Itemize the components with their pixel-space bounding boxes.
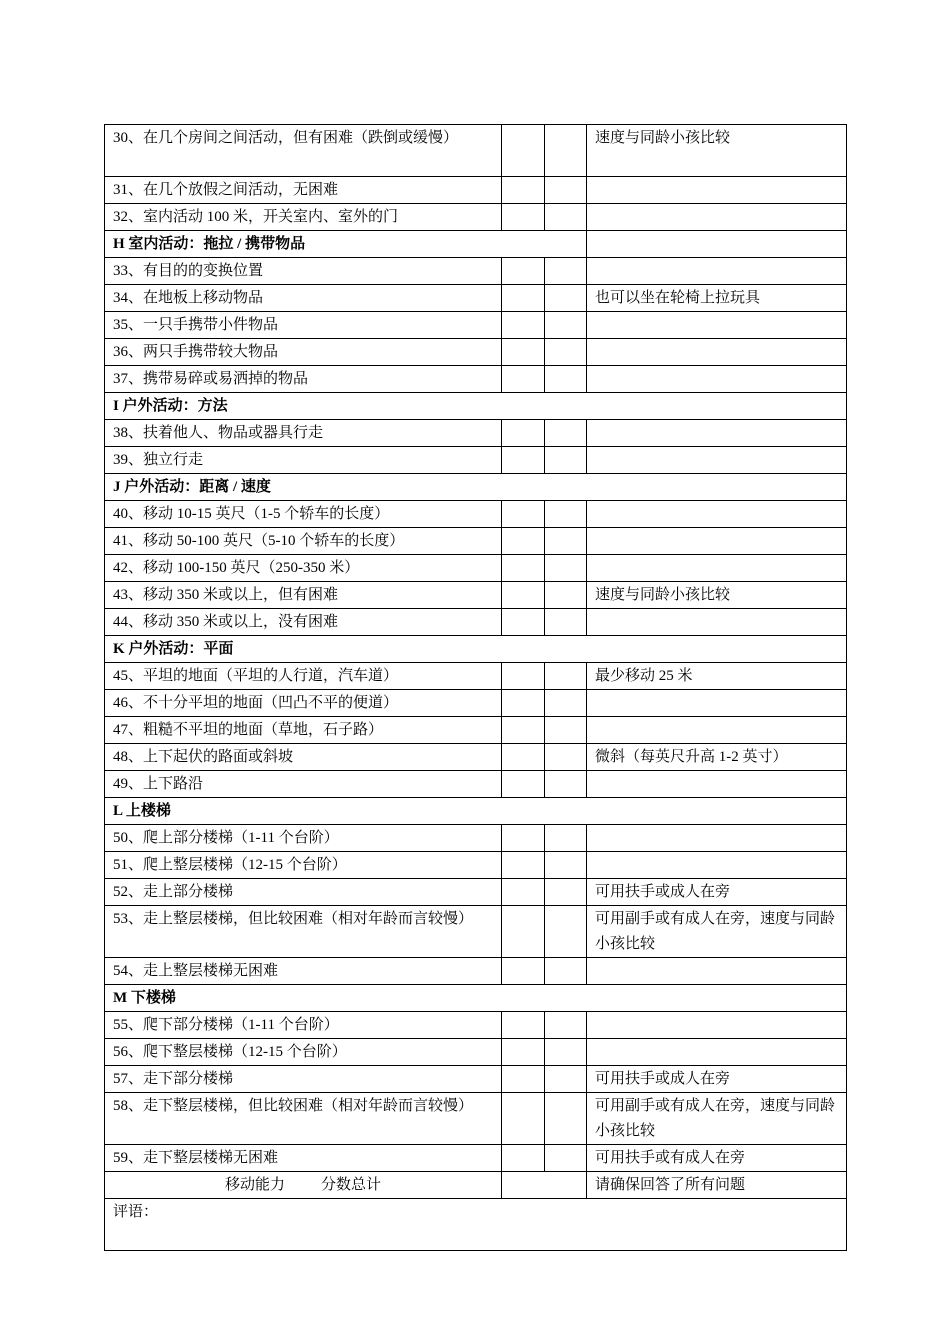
- item-note: [587, 204, 847, 231]
- section-title: J 户外活动：距离 / 速度: [105, 474, 847, 501]
- score-cell-1[interactable]: [502, 366, 545, 393]
- section-row: [105, 231, 847, 258]
- item-text: 57、走下部分楼梯: [105, 1066, 502, 1093]
- item-text: 30、在几个房间之间活动，但有困难（跌倒或缓慢）: [105, 125, 502, 177]
- item-note: [587, 258, 847, 285]
- section-row: [105, 798, 847, 825]
- table-row: [105, 1145, 847, 1172]
- total-row: [105, 1172, 847, 1199]
- score-cell-1[interactable]: [502, 958, 545, 985]
- item-text: 39、独立行走: [105, 447, 502, 474]
- score-cell-2[interactable]: [545, 717, 587, 744]
- item-text: 49、上下路沿: [105, 771, 502, 798]
- score-cell-2[interactable]: [545, 609, 587, 636]
- item-text: 43、移动 350 米或以上，但有困难: [105, 582, 502, 609]
- score-cell-1[interactable]: [502, 125, 545, 177]
- table-row: [105, 958, 847, 985]
- score-cell-2[interactable]: [545, 906, 587, 958]
- total-label-cell: [105, 1172, 502, 1199]
- table-row: [105, 1039, 847, 1066]
- item-text: 46、不十分平坦的地面（凹凸不平的便道）: [105, 690, 502, 717]
- section-title: M 下楼梯: [105, 985, 847, 1012]
- score-cell-1[interactable]: [502, 1093, 545, 1145]
- item-text: 33、有目的的变换位置: [105, 258, 502, 285]
- item-text: 38、扶着他人、物品或器具行走: [105, 420, 502, 447]
- item-note: [587, 339, 847, 366]
- score-cell-1[interactable]: [502, 177, 545, 204]
- item-note: [587, 1012, 847, 1039]
- total-label: 移动能力: [224, 1177, 285, 1193]
- item-text: 44、移动 350 米或以上，没有困难: [105, 609, 502, 636]
- table-row: [105, 852, 847, 879]
- table-row: [105, 582, 847, 609]
- table-row: [105, 420, 847, 447]
- score-cell-2[interactable]: [545, 555, 587, 582]
- section-row: [105, 636, 847, 663]
- score-cell-1[interactable]: [502, 717, 545, 744]
- comment-row: [105, 1199, 847, 1251]
- item-text: 34、在地板上移动物品: [105, 285, 502, 312]
- table-row: [105, 125, 847, 177]
- score-cell-1[interactable]: [502, 555, 545, 582]
- item-note: 也可以坐在轮椅上拉玩具: [587, 285, 847, 312]
- score-cell-1[interactable]: [502, 663, 545, 690]
- score-cell-1[interactable]: [502, 1066, 545, 1093]
- score-cell-2[interactable]: [545, 771, 587, 798]
- score-cell-1[interactable]: [502, 582, 545, 609]
- score-cell-2[interactable]: [545, 312, 587, 339]
- table-row: [105, 879, 847, 906]
- score-cell-1[interactable]: [502, 744, 545, 771]
- score-cell-1[interactable]: [502, 609, 545, 636]
- section-row: [105, 985, 847, 1012]
- score-cell-1[interactable]: [502, 339, 545, 366]
- score-cell-2[interactable]: [545, 852, 587, 879]
- table-row: [105, 285, 847, 312]
- item-note: [587, 958, 847, 985]
- score-cell-1[interactable]: [502, 771, 545, 798]
- item-text: 40、移动 10-15 英尺（1-5 个轿车的长度）: [105, 501, 502, 528]
- score-cell-1[interactable]: [502, 420, 545, 447]
- total-note: 请确保回答了所有问题: [587, 1172, 847, 1199]
- item-note: 可用扶手或成人在旁: [587, 879, 847, 906]
- score-cell-2[interactable]: [545, 366, 587, 393]
- score-cell-1[interactable]: [502, 528, 545, 555]
- section-title: H 室内活动：拖拉 / 携带物品: [105, 231, 587, 258]
- score-cell-1[interactable]: [502, 852, 545, 879]
- item-note: 可用扶手或成人在旁: [587, 1066, 847, 1093]
- item-text: 41、移动 50-100 英尺（5-10 个轿车的长度）: [105, 528, 502, 555]
- item-text: 35、一只手携带小件物品: [105, 312, 502, 339]
- item-note: 可用扶手或有成人在旁: [587, 1145, 847, 1172]
- item-note: [587, 690, 847, 717]
- mobility-assessment-table: [104, 124, 847, 1251]
- item-note: [587, 528, 847, 555]
- score-cell-1[interactable]: [502, 204, 545, 231]
- table-row: [105, 1093, 847, 1145]
- item-text: 52、走上部分楼梯: [105, 879, 502, 906]
- table-row: [105, 447, 847, 474]
- score-cell-2[interactable]: [545, 690, 587, 717]
- item-note: [587, 852, 847, 879]
- item-note: [587, 177, 847, 204]
- score-cell-1[interactable]: [502, 312, 545, 339]
- table-row: [105, 528, 847, 555]
- table-row: [105, 609, 847, 636]
- table-row: [105, 312, 847, 339]
- note-cell: [587, 231, 847, 258]
- item-text: 47、粗糙不平坦的地面（草地，石子路）: [105, 717, 502, 744]
- table-row: [105, 717, 847, 744]
- score-cell-1[interactable]: [502, 501, 545, 528]
- item-text: 32、室内活动 100 米，开关室内、室外的门: [105, 204, 502, 231]
- table-row: [105, 366, 847, 393]
- item-text: 31、在几个放假之间活动，无困难: [105, 177, 502, 204]
- table-row: [105, 744, 847, 771]
- total-score-cell[interactable]: [502, 1172, 587, 1199]
- score-cell-2[interactable]: [545, 339, 587, 366]
- score-cell-1[interactable]: [502, 285, 545, 312]
- score-cell-2[interactable]: [545, 125, 587, 177]
- item-note: 速度与同龄小孩比较: [587, 582, 847, 609]
- item-note: 微斜（每英尺升高 1-2 英寸）: [587, 744, 847, 771]
- item-note: [587, 1039, 847, 1066]
- table-row: [105, 204, 847, 231]
- table-row: [105, 906, 847, 958]
- item-note: [587, 609, 847, 636]
- score-cell-2[interactable]: [545, 501, 587, 528]
- section-title: K 户外活动：平面: [105, 636, 847, 663]
- score-cell-2[interactable]: [545, 1145, 587, 1172]
- item-text: 55、爬下部分楼梯（1-11 个台阶）: [105, 1012, 502, 1039]
- table-row: [105, 663, 847, 690]
- item-text: 50、爬上部分楼梯（1-11 个台阶）: [105, 825, 502, 852]
- item-note: [587, 771, 847, 798]
- item-text: 54、走上整层楼梯无困难: [105, 958, 502, 985]
- score-cell-2[interactable]: [545, 1093, 587, 1145]
- table-row: [105, 177, 847, 204]
- score-cell-2[interactable]: [545, 879, 587, 906]
- score-cell-2[interactable]: [545, 1012, 587, 1039]
- item-text: 59、走下整层楼梯无困难: [105, 1145, 502, 1172]
- score-cell-2[interactable]: [545, 1066, 587, 1093]
- item-note: [587, 447, 847, 474]
- item-note: [587, 312, 847, 339]
- total-label-2: 分数总计: [321, 1177, 382, 1193]
- table-row: [105, 258, 847, 285]
- item-text: 48、上下起伏的路面或斜坡: [105, 744, 502, 771]
- item-text: 56、爬下整层楼梯（12-15 个台阶）: [105, 1039, 502, 1066]
- item-text: 42、移动 100-150 英尺（250-350 米）: [105, 555, 502, 582]
- score-cell-1[interactable]: [502, 1039, 545, 1066]
- item-text: 37、携带易碎或易洒掉的物品: [105, 366, 502, 393]
- table-row: [105, 339, 847, 366]
- item-note: [587, 501, 847, 528]
- score-cell-1[interactable]: [502, 1145, 545, 1172]
- score-cell-2[interactable]: [545, 958, 587, 985]
- score-cell-2[interactable]: [545, 420, 587, 447]
- item-text: 53、走上整层楼梯，但比较困难（相对年龄而言较慢）: [105, 906, 502, 958]
- table-row: [105, 771, 847, 798]
- score-cell-1[interactable]: [502, 879, 545, 906]
- section-row: [105, 393, 847, 420]
- table-row: [105, 555, 847, 582]
- score-cell-2[interactable]: [545, 1039, 587, 1066]
- item-note: [587, 366, 847, 393]
- score-cell-1[interactable]: [502, 906, 545, 958]
- table-row: [105, 690, 847, 717]
- score-cell-1[interactable]: [502, 447, 545, 474]
- item-text: 36、两只手携带较大物品: [105, 339, 502, 366]
- section-title: L 上楼梯: [105, 798, 847, 825]
- item-text: 45、平坦的地面（平坦的人行道，汽车道）: [105, 663, 502, 690]
- score-cell-2[interactable]: [545, 582, 587, 609]
- score-cell-1[interactable]: [502, 1012, 545, 1039]
- table-row: [105, 501, 847, 528]
- score-cell-2[interactable]: [545, 528, 587, 555]
- score-cell-1[interactable]: [502, 690, 545, 717]
- item-text: 51、爬上整层楼梯（12-15 个台阶）: [105, 852, 502, 879]
- table-row: [105, 1066, 847, 1093]
- table-body: [105, 125, 847, 1251]
- item-note: 最少移动 25 米: [587, 663, 847, 690]
- item-note: [587, 420, 847, 447]
- score-cell-2[interactable]: [545, 258, 587, 285]
- item-note: 可用副手或有成人在旁，速度与同龄小孩比较: [587, 1093, 847, 1145]
- score-cell-2[interactable]: [545, 285, 587, 312]
- section-title: I 户外活动：方法: [105, 393, 847, 420]
- score-cell-2[interactable]: [545, 744, 587, 771]
- score-cell-2[interactable]: [545, 177, 587, 204]
- item-text: 58、走下整层楼梯，但比较困难（相对年龄而言较慢）: [105, 1093, 502, 1145]
- item-note: [587, 717, 847, 744]
- score-cell-2[interactable]: [545, 663, 587, 690]
- item-note: [587, 555, 847, 582]
- score-cell-2[interactable]: [545, 204, 587, 231]
- item-note: 速度与同龄小孩比较: [587, 125, 847, 177]
- table-row: [105, 1012, 847, 1039]
- item-note: [587, 825, 847, 852]
- table-row: [105, 825, 847, 852]
- item-note: 可用副手或有成人在旁，速度与同龄小孩比较: [587, 906, 847, 958]
- score-cell-1[interactable]: [502, 258, 545, 285]
- section-row: [105, 474, 847, 501]
- score-cell-1[interactable]: [502, 825, 545, 852]
- score-cell-2[interactable]: [545, 825, 587, 852]
- score-cell-2[interactable]: [545, 447, 587, 474]
- comment-field[interactable]: 评语：: [105, 1199, 847, 1251]
